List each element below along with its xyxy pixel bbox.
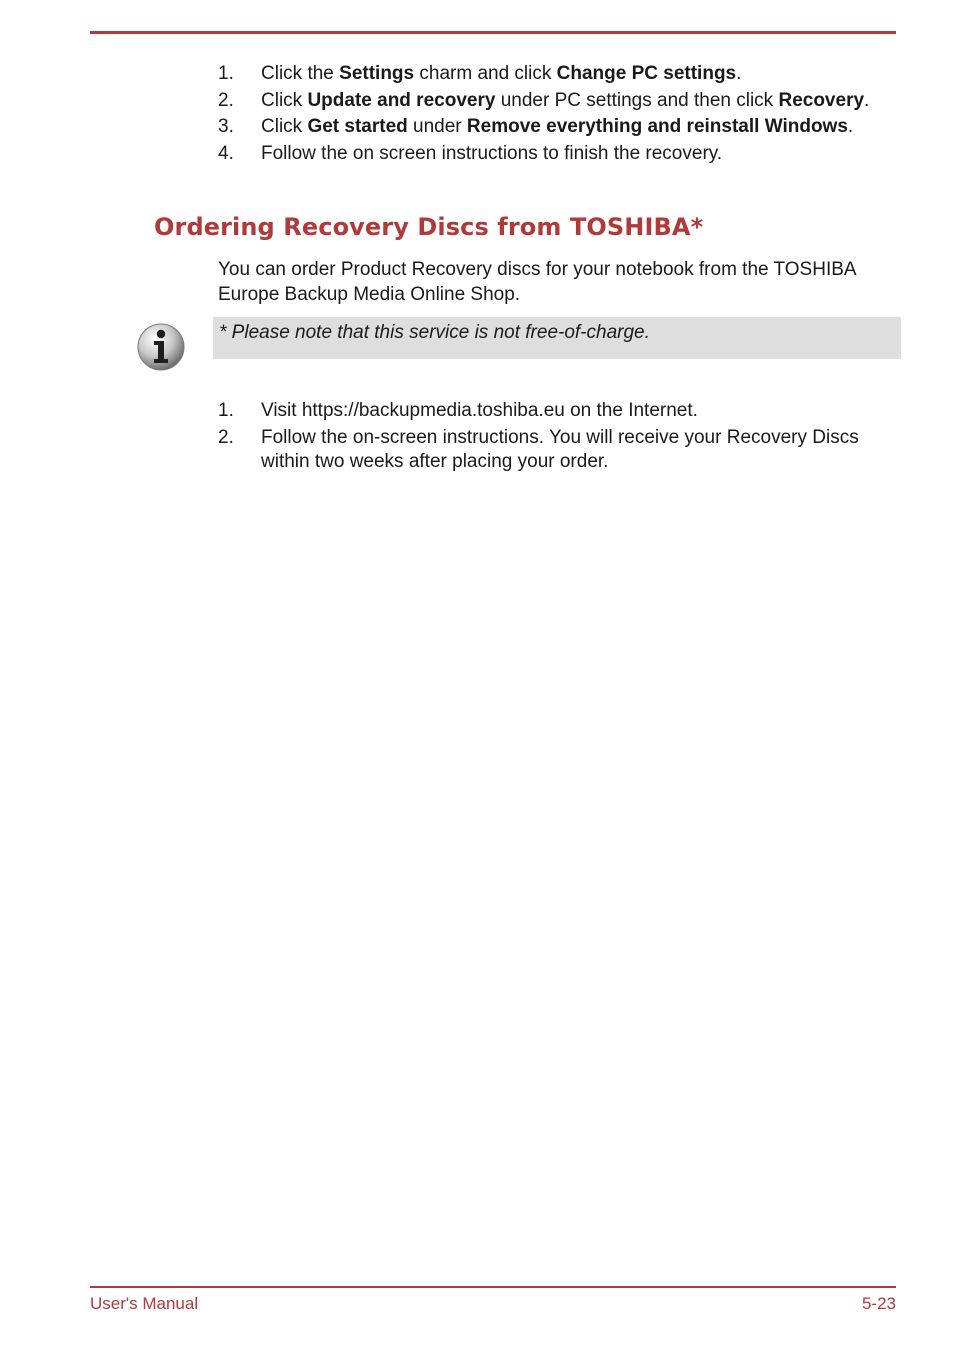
step-text: . [864, 89, 870, 111]
bold-term: Remove everything and reinstall Windows [466, 116, 848, 137]
step-text: . [847, 116, 854, 137]
page-number: 5-23 [861, 1294, 896, 1313]
bold-term: Update and recovery [307, 89, 496, 111]
step-number: 2. [218, 89, 234, 111]
step-text: under [407, 116, 467, 137]
list-item [218, 399, 908, 424]
footer-title: User's Manual [90, 1294, 199, 1313]
step-text: . [736, 63, 742, 84]
list-item [218, 89, 908, 114]
bold-term: Change PC settings [556, 63, 737, 84]
step-text: Visit https://backupmedia.toshiba.eu on the Internet. [261, 400, 698, 421]
list-item [218, 62, 908, 87]
list-item [218, 115, 908, 140]
header-rule [90, 31, 896, 34]
footer-rule [90, 1286, 896, 1288]
section-heading: Ordering Recovery Discs from TOSHIBA* [154, 213, 704, 241]
step-text: Click [261, 89, 308, 111]
bold-term: Settings [339, 63, 415, 84]
order-steps-list [218, 399, 908, 477]
step-text: Follow the on screen instructions to finish the recovery. [261, 142, 723, 164]
step-number: 3. [218, 116, 234, 137]
step-number: 2. [218, 426, 234, 448]
step-text: charm and click [414, 63, 557, 84]
bold-term: Recovery [778, 89, 865, 111]
info-icon [136, 322, 186, 372]
recovery-steps-list [218, 62, 908, 168]
step-text: under PC settings and then click [495, 89, 779, 111]
step-number: 4. [218, 142, 234, 164]
list-item [218, 142, 908, 167]
step-text: Click the [261, 63, 340, 84]
intro-paragraph: You can order Product Recovery discs for your notebook from the TOSHIBA Europe Backup Media Online Shop. [218, 259, 856, 305]
list-item [218, 426, 908, 475]
bold-term: Get started [307, 116, 408, 137]
step-text: Follow the on-screen instructions. You will receive your Recovery Discs within two weeks after placing your order. [261, 426, 859, 472]
step-number: 1. [218, 63, 234, 84]
note-box [213, 317, 901, 359]
step-text: Click [261, 116, 308, 137]
step-number: 1. [218, 400, 234, 421]
note-text: * Please note that this service is not free-of-charge. [219, 322, 650, 343]
